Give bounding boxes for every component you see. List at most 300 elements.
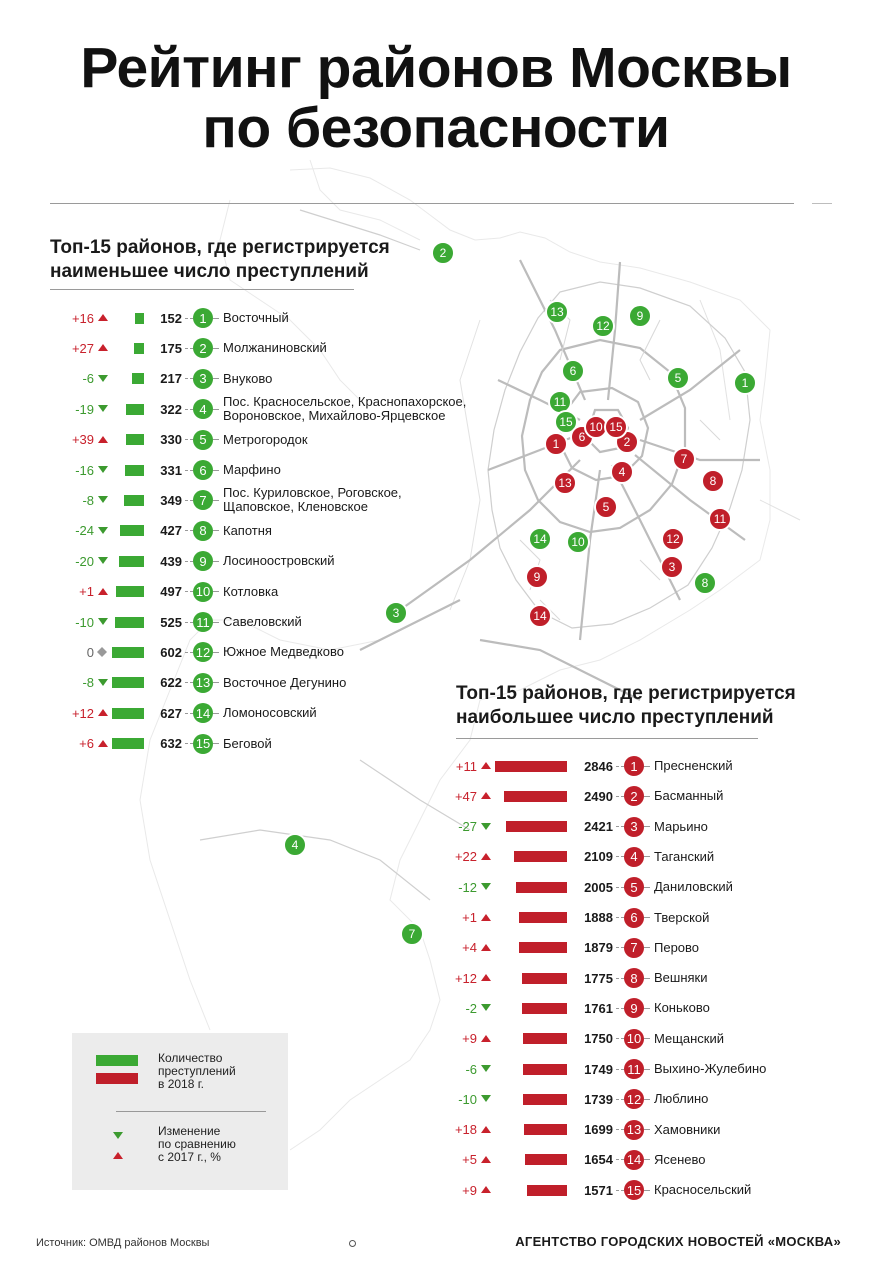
up-triangle-icon xyxy=(480,1185,492,1195)
bar xyxy=(112,677,144,688)
district-name-line: Басманный xyxy=(654,788,724,804)
leader-line xyxy=(644,826,650,827)
district-name-line: Марьино xyxy=(654,818,708,834)
bar-track xyxy=(495,1094,567,1105)
district-name xyxy=(223,433,308,447)
change-label: -10 xyxy=(458,1091,477,1107)
value-label: 2490 xyxy=(584,788,613,804)
down-triangle-icon xyxy=(480,1094,492,1104)
chart-row xyxy=(424,1024,724,1054)
change-indicator xyxy=(477,791,495,801)
leader-line xyxy=(616,887,624,888)
change-label: +4 xyxy=(462,940,477,956)
leader-line xyxy=(644,856,650,857)
chart-row xyxy=(424,963,708,993)
district-name xyxy=(654,1183,751,1197)
rank-badge: 3 xyxy=(193,369,213,389)
value-label: 1739 xyxy=(584,1091,613,1107)
district-name xyxy=(654,759,733,773)
bar xyxy=(525,1154,567,1165)
chart-row xyxy=(42,546,335,576)
leader-line xyxy=(616,1038,624,1039)
down-triangle-icon xyxy=(480,1003,492,1013)
bar xyxy=(112,708,144,719)
bar-track xyxy=(112,617,144,628)
map-marker-safe: 3 xyxy=(384,601,408,625)
leader-line xyxy=(185,409,193,410)
bar-track xyxy=(112,525,144,536)
chart-row xyxy=(42,607,302,637)
leader-line xyxy=(185,470,193,471)
leader-line xyxy=(644,947,650,948)
bar-track xyxy=(112,556,144,567)
down-triangle-icon xyxy=(480,882,492,892)
low-crime-section-divider xyxy=(50,289,354,290)
change-indicator xyxy=(477,973,495,983)
leader-line xyxy=(644,766,650,767)
legend-green-swatch xyxy=(96,1055,138,1066)
district-name xyxy=(654,1092,708,1106)
rank-badge: 9 xyxy=(624,998,644,1018)
bar-track xyxy=(495,942,567,953)
leader-line xyxy=(213,500,219,501)
value-label: 1571 xyxy=(584,1182,613,1198)
bar xyxy=(519,942,567,953)
bar xyxy=(522,973,567,984)
page-title: Рейтинг районов Москвы по безопасности xyxy=(80,36,792,160)
change-indicator xyxy=(94,556,112,566)
district-name-line: Котловка xyxy=(223,583,279,599)
change-indicator xyxy=(477,1125,495,1135)
map-marker-safe: 10 xyxy=(566,530,590,554)
change-label: -27 xyxy=(458,819,477,835)
value-label: 331 xyxy=(160,462,182,478)
rank-badge: 15 xyxy=(624,1180,644,1200)
district-name-line: Марфино xyxy=(223,462,281,477)
leader-line xyxy=(616,1069,624,1070)
map-marker-unsafe: 1 xyxy=(544,432,568,456)
district-name-line: Внуково xyxy=(223,370,273,386)
change-label: -24 xyxy=(75,523,94,539)
district-name-line: Восточный xyxy=(223,310,289,325)
chart-row xyxy=(42,729,272,759)
district-name xyxy=(654,971,708,985)
leader-line xyxy=(185,591,193,592)
bar xyxy=(112,738,144,749)
bar-track xyxy=(495,973,567,984)
map-marker-safe: 13 xyxy=(545,300,569,324)
district-name xyxy=(223,311,289,325)
change-indicator xyxy=(94,343,112,353)
change-indicator xyxy=(94,647,112,657)
district-name-line: Молжаниновский xyxy=(223,340,327,356)
change-indicator xyxy=(94,495,112,505)
district-name xyxy=(654,1032,724,1046)
chart-row xyxy=(424,842,714,872)
district-name xyxy=(654,1123,720,1137)
leader-line xyxy=(185,500,193,501)
up-triangle-icon xyxy=(97,587,109,597)
change-indicator xyxy=(94,404,112,414)
chart-row xyxy=(424,993,710,1023)
bar xyxy=(115,617,144,628)
rank-badge: 11 xyxy=(624,1059,644,1079)
leader-line xyxy=(616,1008,624,1009)
change-indicator xyxy=(94,435,112,445)
value-label: 2109 xyxy=(584,849,613,865)
chart-row xyxy=(424,1115,720,1145)
chart-row xyxy=(42,455,281,485)
change-indicator xyxy=(94,739,112,749)
map-marker-unsafe: 3 xyxy=(660,555,684,579)
district-name-line: Таганский xyxy=(654,848,715,864)
district-name xyxy=(654,880,733,894)
change-label: +9 xyxy=(462,1182,477,1198)
chart-row xyxy=(42,516,272,546)
leader-line xyxy=(616,1159,624,1160)
leader-line xyxy=(616,766,624,767)
leader-line xyxy=(644,1129,650,1130)
map-marker-safe: 1 xyxy=(733,371,757,395)
district-name-line: Пос. Куриловское, Роговское, xyxy=(223,485,402,501)
map-marker-unsafe: 6 xyxy=(570,425,594,449)
district-name xyxy=(223,585,278,599)
chart-row xyxy=(42,577,278,607)
down-triangle-icon xyxy=(97,465,109,475)
change-indicator xyxy=(477,822,495,832)
district-name xyxy=(654,1153,706,1167)
leader-line xyxy=(213,348,219,349)
footer-dot-icon xyxy=(349,1240,356,1247)
diamond-icon xyxy=(97,647,109,657)
source-note: Источник: ОМВД районов Москвы xyxy=(36,1237,210,1249)
bar-track xyxy=(495,791,567,802)
map-marker-unsafe: 7 xyxy=(672,447,696,471)
district-name-line: Ломоносовский xyxy=(223,705,317,721)
bar-track xyxy=(112,647,144,658)
bar xyxy=(516,882,567,893)
legend-down-triangle-icon xyxy=(112,1131,124,1141)
rank-badge: 1 xyxy=(193,308,213,328)
chart-row xyxy=(42,303,289,333)
leader-line xyxy=(644,917,650,918)
leader-line xyxy=(185,622,193,623)
change-label: +47 xyxy=(454,788,477,804)
map-marker-unsafe: 8 xyxy=(701,469,725,493)
bar xyxy=(527,1185,567,1196)
district-name xyxy=(223,706,317,720)
value-label: 602 xyxy=(160,644,182,660)
value-label: 2421 xyxy=(584,819,613,835)
district-name-line: Вешняки xyxy=(654,970,708,986)
bar-track xyxy=(112,586,144,597)
district-name xyxy=(223,524,272,538)
district-name-line: Коньково xyxy=(654,1000,710,1016)
bar-track xyxy=(112,708,144,719)
district-name xyxy=(654,941,699,955)
change-label: +5 xyxy=(462,1152,477,1168)
bar-track xyxy=(495,912,567,923)
map-marker-safe: 12 xyxy=(591,314,615,338)
leader-line xyxy=(185,743,193,744)
district-name-line: Даниловский xyxy=(654,879,733,895)
low-crime-section-title: Топ-15 районов, где регистрируется наименьшее число преступлений xyxy=(50,237,390,282)
leader-line xyxy=(616,1190,624,1191)
change-indicator xyxy=(94,313,112,323)
up-triangle-icon xyxy=(97,313,109,323)
value-label: 427 xyxy=(160,523,182,539)
chart-row xyxy=(42,637,344,667)
leader-line xyxy=(616,856,624,857)
change-indicator xyxy=(477,1185,495,1195)
bar-track xyxy=(112,738,144,749)
legend-divider xyxy=(116,1111,266,1112)
leader-line xyxy=(185,530,193,531)
chart-row xyxy=(424,1175,751,1205)
bar-track xyxy=(112,404,144,415)
rank-badge: 7 xyxy=(193,490,213,510)
value-label: 1888 xyxy=(584,910,613,925)
bar xyxy=(126,404,144,415)
district-name-line: Пресненский xyxy=(654,758,733,773)
change-label: -6 xyxy=(465,1061,477,1077)
district-name xyxy=(223,341,327,355)
district-name xyxy=(654,1001,710,1015)
district-name-line: Щаповское, Кленовское xyxy=(223,499,368,515)
rank-badge: 8 xyxy=(193,521,213,541)
value-label: 217 xyxy=(160,371,182,387)
leader-line xyxy=(185,713,193,714)
district-name xyxy=(223,676,346,690)
district-name-line: Красносельский xyxy=(654,1182,752,1198)
district-name xyxy=(223,463,281,477)
map-marker-unsafe: 14 xyxy=(528,604,552,628)
change-label: +39 xyxy=(71,432,94,448)
change-indicator xyxy=(477,1003,495,1013)
leader-line xyxy=(185,682,193,683)
bar xyxy=(125,465,144,476)
bar-track xyxy=(112,373,144,384)
district-name-line: Тверской xyxy=(654,909,710,925)
value-label: 330 xyxy=(160,432,182,448)
up-triangle-icon xyxy=(97,708,109,718)
bar xyxy=(116,586,144,597)
rank-badge: 14 xyxy=(193,703,213,723)
map-marker-safe: 4 xyxy=(283,833,307,857)
bar xyxy=(506,821,567,832)
map-marker-safe: 7 xyxy=(400,922,424,946)
leader-line xyxy=(644,796,650,797)
change-indicator xyxy=(94,526,112,536)
district-name xyxy=(223,737,272,751)
up-triangle-icon xyxy=(97,739,109,749)
rank-badge: 6 xyxy=(624,908,644,928)
up-triangle-icon xyxy=(480,973,492,983)
bar-track xyxy=(495,1003,567,1014)
bar xyxy=(132,373,144,384)
change-label: -8 xyxy=(82,675,94,691)
rank-badge: 11 xyxy=(193,612,213,632)
bar-track xyxy=(112,677,144,688)
change-label: +12 xyxy=(454,970,477,986)
map-marker-unsafe: 2 xyxy=(615,430,639,454)
district-name xyxy=(654,1062,766,1076)
bar xyxy=(514,851,567,862)
bar xyxy=(126,434,144,445)
up-triangle-icon xyxy=(480,791,492,801)
map-marker-safe: 11 xyxy=(548,390,572,414)
value-label: 1699 xyxy=(584,1122,613,1138)
district-name-line: Перово xyxy=(654,939,700,955)
rank-badge: 4 xyxy=(624,847,644,867)
map-marker-unsafe: 9 xyxy=(525,565,549,589)
legend xyxy=(72,1033,288,1190)
chart-row xyxy=(424,872,733,902)
value-label: 152 xyxy=(160,310,182,326)
leader-line xyxy=(213,743,219,744)
district-name xyxy=(223,395,466,423)
chart-row xyxy=(424,1084,708,1114)
change-label: -8 xyxy=(82,492,94,508)
bar xyxy=(134,343,144,354)
bar-track xyxy=(495,1064,567,1075)
chart-row xyxy=(424,1054,766,1084)
rank-badge: 4 xyxy=(193,399,213,419)
chart-row xyxy=(424,933,699,963)
rank-badge: 5 xyxy=(193,430,213,450)
bar xyxy=(112,647,144,658)
map-marker-unsafe: 10 xyxy=(584,415,608,439)
chart-row xyxy=(424,751,733,781)
leader-line xyxy=(644,978,650,979)
leader-line xyxy=(213,713,219,714)
change-label: +27 xyxy=(71,340,94,356)
down-triangle-icon xyxy=(97,526,109,536)
up-triangle-icon xyxy=(97,435,109,445)
bar-track xyxy=(495,761,567,772)
change-label: +11 xyxy=(455,758,477,774)
change-indicator xyxy=(477,761,495,771)
district-name xyxy=(223,486,402,514)
rank-badge: 2 xyxy=(193,338,213,358)
agency-credit: АГЕНТСТВО ГОРОДСКИХ НОВОСТЕЙ «МОСКВА» xyxy=(515,1234,841,1249)
change-indicator xyxy=(94,465,112,475)
leader-line xyxy=(213,652,219,653)
district-name-line: Выхино-Жулебино xyxy=(654,1061,767,1076)
district-name xyxy=(654,911,709,925)
bar-track xyxy=(495,821,567,832)
high-crime-section-divider xyxy=(456,738,758,739)
rank-badge: 15 xyxy=(193,734,213,754)
bar xyxy=(504,791,567,802)
map-marker-unsafe: 5 xyxy=(594,495,618,519)
leader-line xyxy=(213,622,219,623)
up-triangle-icon xyxy=(480,761,492,771)
leader-line xyxy=(213,530,219,531)
bar xyxy=(124,495,144,506)
district-name-line: Беговой xyxy=(223,735,272,751)
leader-line xyxy=(213,470,219,471)
chart-row xyxy=(42,425,308,455)
change-label: -16 xyxy=(75,462,94,478)
rank-badge: 12 xyxy=(193,642,213,662)
change-indicator xyxy=(94,678,112,688)
value-label: 322 xyxy=(160,401,182,417)
map-marker-safe: 14 xyxy=(528,527,552,551)
change-indicator xyxy=(94,708,112,718)
bar xyxy=(120,525,144,536)
bar xyxy=(523,1064,567,1075)
change-label: -2 xyxy=(465,1000,477,1016)
map-marker-unsafe: 12 xyxy=(661,527,685,551)
rank-badge: 5 xyxy=(624,877,644,897)
rank-badge: 9 xyxy=(193,551,213,571)
chart-row xyxy=(424,812,708,842)
up-triangle-icon xyxy=(480,1034,492,1044)
down-triangle-icon xyxy=(97,678,109,688)
district-name-line: Капотня xyxy=(223,522,272,538)
district-name xyxy=(654,820,708,834)
leader-line xyxy=(213,682,219,683)
leader-line xyxy=(185,378,193,379)
up-triangle-icon xyxy=(480,943,492,953)
map-marker-unsafe: 13 xyxy=(553,471,577,495)
change-indicator xyxy=(477,882,495,892)
bar-track xyxy=(112,495,144,506)
leader-line xyxy=(185,439,193,440)
leader-line xyxy=(644,1190,650,1191)
leader-line xyxy=(644,1159,650,1160)
up-triangle-icon xyxy=(97,343,109,353)
bar-track xyxy=(495,1185,567,1196)
value-label: 175 xyxy=(160,340,182,356)
rank-badge: 2 xyxy=(624,786,644,806)
rank-badge: 14 xyxy=(624,1150,644,1170)
leader-line xyxy=(213,378,219,379)
map-marker-safe: 5 xyxy=(666,366,690,390)
value-label: 497 xyxy=(160,584,182,600)
value-label: 349 xyxy=(160,492,182,508)
leader-line xyxy=(185,652,193,653)
change-label: +6 xyxy=(79,736,94,752)
value-label: 1749 xyxy=(584,1061,613,1077)
high-crime-section-title: Топ-15 районов, где регистрируется наибольшее число преступлений xyxy=(456,683,796,728)
district-name-line: Южное Медведково xyxy=(223,644,344,660)
legend-red-swatch xyxy=(96,1073,138,1084)
chart-row xyxy=(42,485,402,515)
leader-line xyxy=(616,947,624,948)
leader-line xyxy=(644,1038,650,1039)
bar xyxy=(522,1003,567,1014)
district-name xyxy=(654,850,714,864)
change-label: +9 xyxy=(462,1031,477,1047)
down-triangle-icon xyxy=(480,822,492,832)
map-marker-unsafe: 15 xyxy=(604,415,628,439)
chart-row xyxy=(42,333,327,363)
leader-line xyxy=(616,1129,624,1130)
chart-row xyxy=(424,781,723,811)
change-label: +22 xyxy=(454,849,477,865)
change-label: 0 xyxy=(86,644,94,660)
change-label: +1 xyxy=(462,910,477,925)
rank-badge: 8 xyxy=(624,968,644,988)
map-marker-safe: 6 xyxy=(561,359,585,383)
bar xyxy=(524,1124,567,1135)
up-triangle-icon xyxy=(480,1155,492,1165)
district-name-line: Пос. Красносельское, Краснопахорское, xyxy=(223,394,467,410)
rank-badge: 10 xyxy=(193,582,213,602)
change-indicator xyxy=(477,1155,495,1165)
